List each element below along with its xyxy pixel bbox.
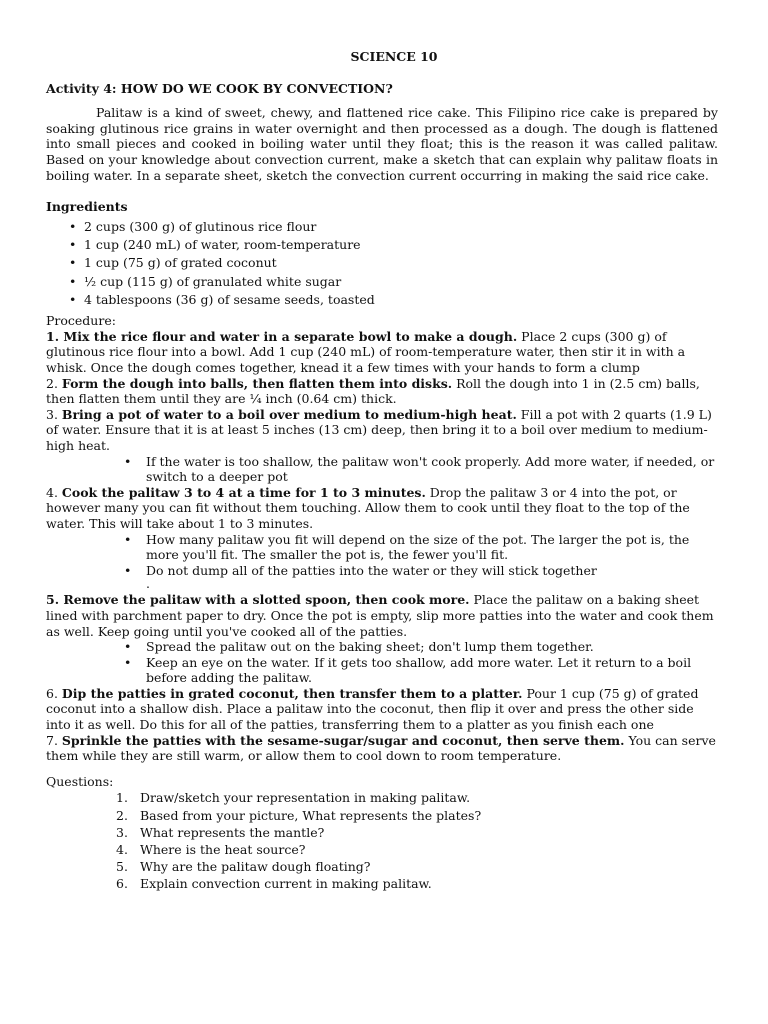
question-text: Based from your picture, What represents the plates?: [140, 807, 482, 823]
question-item: [46, 841, 718, 858]
step-text: Place the palitaw on a baking sheet lined with parchment paper to dry. Once the pot is empty, slip more patties into the water and cook them as well. Keep going until you've cooked all of the patties.: [46, 592, 714, 639]
step-number: 6.: [46, 685, 62, 701]
procedure-step-2: [46, 376, 718, 407]
page-title: SCIENCE 10: [350, 49, 438, 64]
step-text: Fill a pot with 2 quarts (1.9 L) of water. Ensure that it is at least 5 inches (13 cm) deep, then bring it to a boil over medium to medium-high heat.: [46, 406, 712, 453]
step-note: • Keep an eye on the water. If it gets too shallow, add more water. Let it return to a boil before adding the palitaw.: [46, 655, 718, 686]
step-title: Dip the patties in grated coconut, then transfer them to a platter.: [61, 685, 523, 701]
step-3-notes: [46, 454, 718, 485]
question-number: 5.: [116, 859, 128, 875]
step-text: Pour 1 cup (75 g) of grated coconut into a shallow dish. Place a palitaw into the coconut, then flip it over and press the other side into it as well. Do this for all of the patties, transferring them to a platter as you finish each one: [46, 685, 699, 733]
question-number: 6.: [116, 876, 128, 892]
step-title: Sprinkle the patties with the sesame-sugar/sugar and coconut, then serve them.: [61, 732, 625, 748]
step-text: You can serve them while they are still warm, or allow them to cool down to room temperature.: [46, 732, 716, 764]
ingredients-list: [46, 218, 718, 309]
procedure-step-3: [46, 407, 718, 454]
question-number: 4.: [116, 842, 128, 858]
step-number: 3.: [46, 406, 62, 422]
step-number: 4.: [46, 484, 62, 500]
step-title: Cook the palitaw 3 to 4 at a time for 1 to 3 minutes.: [61, 484, 426, 500]
questions-label: Questions:: [46, 773, 114, 789]
questions-list: [46, 789, 718, 892]
step-note: • If the water is too shallow, the palitaw won't cook properly. Add more water, if needed, or switch to a deeper pot: [46, 454, 718, 485]
step-number: 7.: [46, 732, 62, 748]
question-number: 2.: [116, 807, 128, 823]
step-title: Mix the rice flour and water in a separate bowl to make a dough.: [63, 328, 518, 344]
step-note: • Spread the palitaw out on the baking sheet; don't lump them together.: [46, 639, 718, 655]
step-number: 2.: [46, 375, 62, 391]
question-item: [46, 824, 718, 841]
question-item: [46, 875, 718, 892]
ingredient-item: • ½ cup (115 g) of granulated white sugar: [46, 273, 718, 291]
ingredient-item: • 4 tablespoons (36 g) of sesame seeds, toasted: [46, 291, 718, 309]
question-number: 1.: [116, 790, 128, 806]
ingredient-item: • 2 cups (300 g) of glutinous rice flour: [46, 218, 718, 236]
stray-period: .: [146, 576, 150, 592]
question-number: 3.: [116, 824, 128, 840]
procedure-step-6: [46, 686, 718, 733]
step-title: Remove the palitaw with a slotted spoon, then cook more.: [63, 592, 470, 608]
step-4-notes: [46, 532, 718, 579]
question-item: [46, 807, 718, 824]
intro-paragraph: Palitaw is a kind of sweet, chewy, and flattened rice cake. This Filipino rice cake is prepared by soaking glutinous rice grains in water overnight and then processed as a dough. The dough is flattened into small pieces and cooked in boiling water until they float; this is the reason it was called palitaw. Based on your knowledge about convection current, make a sketch that can explain why palitaw floats in boiling water. In a separate sheet, sketch the convection current occurring in making the said rice cake.: [46, 105, 718, 183]
question-text: What represents the mantle?: [140, 824, 325, 840]
question-text: Where is the heat source?: [140, 842, 306, 858]
question-text: Why are the palitaw dough floating?: [140, 859, 371, 875]
step-title: Form the dough into balls, then flatten them into disks.: [61, 375, 453, 391]
step-number: 5.: [46, 592, 64, 608]
step-text: Roll the dough into 1 in (2.5 cm) balls, then flatten them until they are ¼ inch (0.64 cm) thick.: [46, 375, 700, 407]
step-5-notes: [46, 639, 718, 686]
step-text: Drop the palitaw 3 or 4 into the pot, or however many you can fit without them touching. Allow them to cook until they float to the top of the water. This will take about 1 to 3 minutes.: [46, 484, 690, 531]
procedure-step-4: [46, 485, 718, 532]
question-item: [46, 789, 718, 806]
procedure-step-1: [46, 329, 718, 376]
step-title: Bring a pot of water to a boil over medium to medium-high heat.: [61, 406, 517, 422]
step-note: • How many palitaw you fit will depend on the size of the pot. The larger the pot is, the more you'll fit. The smaller the pot is, the fewer you'll fit.: [46, 532, 718, 563]
ingredient-item: • 1 cup (240 mL) of water, room-temperature: [46, 236, 718, 254]
procedure-step-7: [46, 733, 718, 764]
ingredient-item: • 1 cup (75 g) of grated coconut: [46, 254, 718, 272]
procedure-label: Procedure:: [46, 313, 116, 329]
activity-heading: Activity 4: HOW DO WE COOK BY CONVECTION?: [46, 80, 393, 96]
ingredients-heading: Ingredients: [46, 199, 128, 215]
step-number: 1.: [46, 328, 64, 344]
procedure-step-5: [46, 592, 718, 639]
question-item: [46, 858, 718, 875]
step-text: Place 2 cups (300 g) of glutinous rice flour into a bowl. Add 1 cup (240 mL) of room-temperature water, then stir it in with a whisk. Once the dough comes together, knead it a few times with your hands to form a clump: [46, 328, 686, 376]
question-text: Draw/sketch your representation in making palitaw.: [140, 790, 471, 806]
step-note: • Do not dump all of the patties into the water or they will stick together: [46, 563, 718, 579]
question-text: Explain convection current in making palitaw.: [140, 876, 432, 892]
